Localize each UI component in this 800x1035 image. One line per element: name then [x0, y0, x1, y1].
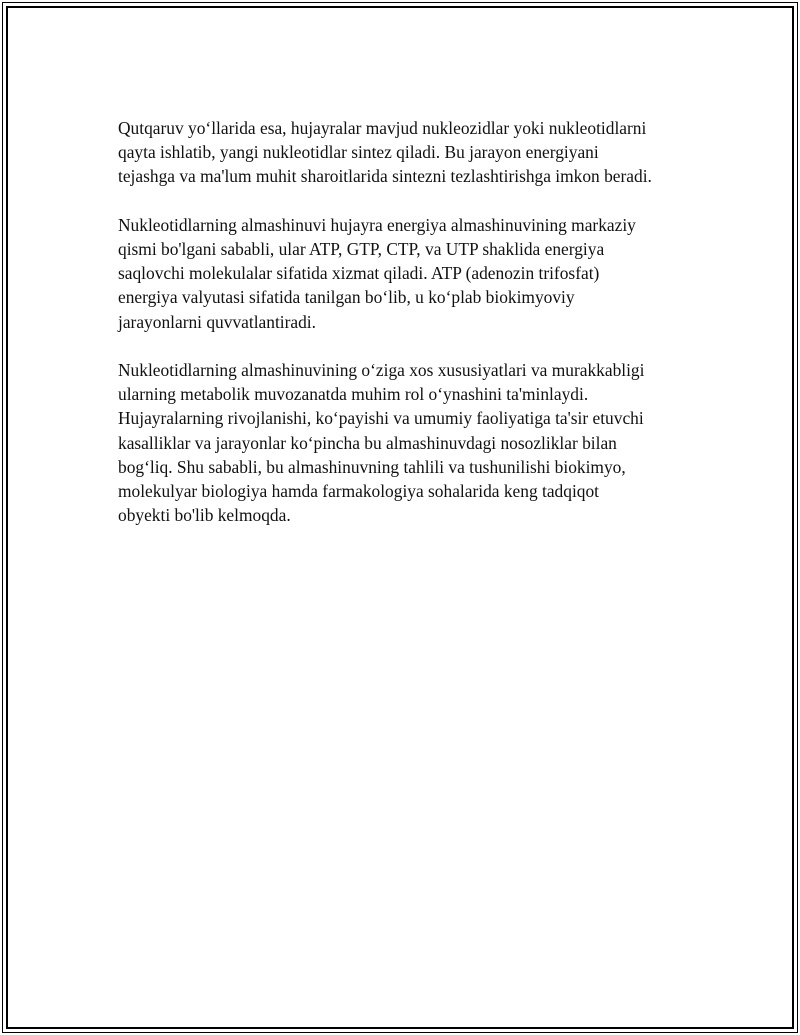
text-line: kasalliklar va jarayonlar ko‘pincha bu almashinuvdagi nosozliklar bilan [118, 432, 617, 453]
paragraph-energy-role [118, 213, 693, 334]
text-line: Qutqaruv yo‘llarida esa, hujayralar mavjud nukleozidlar yoki nukleotidlarni [118, 118, 647, 138]
text-line: tejashga va ma'lum muhit sharoitlarida sintezni tezlashtirishga imkon beradi. [118, 166, 652, 187]
text-line: qismi bo'lgani sababli, ular ATP, GTP, CTP, va UTP shaklida energiya [118, 239, 605, 259]
text-line: Nukleotidlarning almashinuvining o‘ziga xos xususiyatlari va murakkabligi [118, 360, 645, 380]
text-line: Hujayralarning rivojlanishi, ko‘payishi va umumiy faoliyatiga ta'sir etuvchi [118, 408, 644, 429]
text-line: bog‘liq. Shu sababli, bu almashinuvning tahlili va tushunilishi biokimyo, [118, 456, 626, 477]
text-line: molekulyar biologiya hamda farmakologiya sohalarida keng tadqiqot [118, 481, 600, 502]
text-line: saqlovchi molekulalar sifatida xizmat qiladi. ATP (adenozin trifosfat) [118, 263, 600, 284]
text-line: ularning metabolik muvozanatda muhim rol o‘ynashini ta'minlaydi. [118, 384, 589, 405]
text-line: obyekti bo'lib kelmoqda. [118, 505, 291, 526]
document-body [118, 116, 693, 552]
text-line: qayta ishlatib, yangi nukleotidlar sintez qiladi. Bu jarayon energiyani [118, 142, 599, 163]
text-line: jarayonlarni quvvatlantiradi. [118, 311, 316, 332]
paragraph-salvage-pathway [118, 116, 693, 189]
text-line: energiya valyutasi sifatida tanilgan bo‘lib, u ko‘plab biokimyoviy [118, 287, 575, 308]
paragraph-significance [118, 358, 693, 527]
text-line: Nukleotidlarning almashinuvi hujayra energiya almashinuvining markaziy [118, 214, 636, 235]
